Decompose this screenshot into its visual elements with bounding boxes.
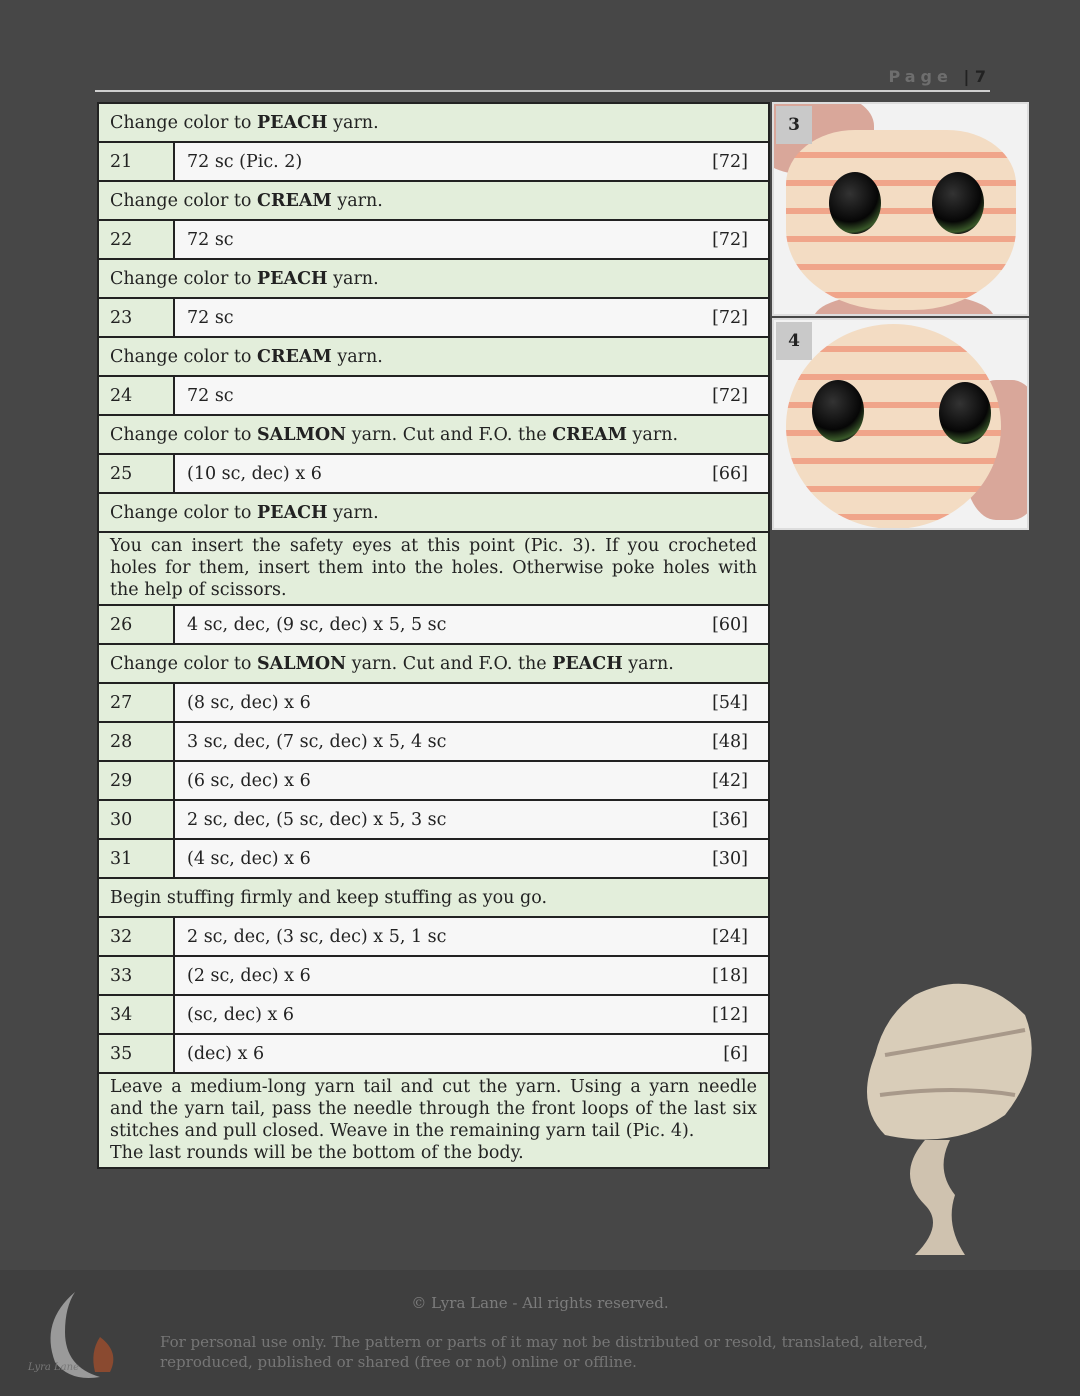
copyright-text: © Lyra Lane - All rights reserved. xyxy=(411,1294,669,1312)
stitch-count: [24] xyxy=(712,918,768,955)
round-instruction: 2 sc, dec, (5 sc, dec) x 5, 3 sc xyxy=(175,801,712,838)
round-row xyxy=(97,918,770,957)
stitch-count: [30] xyxy=(712,840,768,877)
stitch-count: [66] xyxy=(712,455,768,492)
stitch-count: [18] xyxy=(712,957,768,994)
stitch-count: [72] xyxy=(712,377,768,414)
stitch-count: [48] xyxy=(712,723,768,760)
page-word: Page xyxy=(888,67,953,86)
note-text: Leave a medium-long yarn tail and cut the yarn. Using a yarn needle and the yarn tail, pass the needle through the front loops of the last six stitches and pull closed. Weave in the remaining yarn tail (Pic. 4). The last rounds will be the bottom of the body. xyxy=(110,1077,757,1163)
round-row xyxy=(97,957,770,996)
yarn-color-name: SALMON xyxy=(257,653,347,674)
round-row xyxy=(97,377,770,416)
stitch-count: [60] xyxy=(712,606,768,643)
page-number-label: Page | 7 xyxy=(888,67,986,86)
round-instruction: 72 sc xyxy=(175,221,712,258)
round-number: 33 xyxy=(99,957,175,994)
note-text: Change color to xyxy=(110,502,258,523)
round-row xyxy=(97,221,770,260)
note-text: Change color to xyxy=(110,190,258,211)
logo-text: Lyra Lane xyxy=(28,1362,79,1373)
yarn-color-name: CREAM xyxy=(552,424,627,445)
note-text: Begin stuffing firmly and keep stuffing as you go. xyxy=(110,887,548,908)
yarn-color-name: SALMON xyxy=(257,424,347,445)
yarn-color-name: PEACH xyxy=(257,268,328,289)
photo-3 xyxy=(772,102,1029,316)
round-instruction: (2 sc, dec) x 6 xyxy=(175,957,712,994)
round-row xyxy=(97,1035,770,1074)
stitch-count: [12] xyxy=(712,996,768,1033)
round-instruction: (6 sc, dec) x 6 xyxy=(175,762,712,799)
stitch-count: [36] xyxy=(712,801,768,838)
photo-4 xyxy=(772,318,1029,530)
round-number: 27 xyxy=(99,684,175,721)
photo-label: 4 xyxy=(776,322,812,360)
note-row xyxy=(97,1074,770,1169)
round-number: 22 xyxy=(99,221,175,258)
round-number: 32 xyxy=(99,918,175,955)
note-row xyxy=(97,416,770,455)
note-text: You can insert the safety eyes at this point (Pic. 3). If you crocheted holes for them, insert them into the holes. Otherwise poke holes with the help of scissors. xyxy=(110,536,757,600)
round-row xyxy=(97,143,770,182)
stitch-count: [72] xyxy=(712,221,768,258)
round-number: 29 xyxy=(99,762,175,799)
round-instruction: 72 sc (Pic. 2) xyxy=(175,143,712,180)
note-text: yarn. xyxy=(327,502,379,523)
round-instruction: (4 sc, dec) x 6 xyxy=(175,840,712,877)
round-row xyxy=(97,762,770,801)
note-text: Change color to xyxy=(110,268,258,289)
stitch-count: [72] xyxy=(712,143,768,180)
yarn-color-name: PEACH xyxy=(552,653,623,674)
round-instruction: (dec) x 6 xyxy=(175,1035,723,1072)
note-row xyxy=(97,879,770,918)
round-number: 30 xyxy=(99,801,175,838)
round-number: 24 xyxy=(99,377,175,414)
note-text: Change color to xyxy=(110,653,258,674)
round-row xyxy=(97,723,770,762)
round-row xyxy=(97,684,770,723)
round-number: 21 xyxy=(99,143,175,180)
round-number: 31 xyxy=(99,840,175,877)
round-row xyxy=(97,840,770,879)
round-instruction: 2 sc, dec, (3 sc, dec) x 5, 1 sc xyxy=(175,918,712,955)
yarn-color-name: CREAM xyxy=(257,190,332,211)
round-row xyxy=(97,801,770,840)
note-text: yarn. Cut and F.O. the xyxy=(346,424,553,445)
stitch-count: [72] xyxy=(712,299,768,336)
footer xyxy=(0,1270,1080,1396)
stitch-count: [54] xyxy=(712,684,768,721)
round-instruction: 72 sc xyxy=(175,299,712,336)
legal-notice: For personal use only. The pattern or parts of it may not be distributed or resold, translated, altered, reproduced, published or shared (free or not) online or offline. xyxy=(160,1333,928,1371)
yarn-color-name: CREAM xyxy=(257,346,332,367)
round-row xyxy=(97,996,770,1035)
note-text: yarn. xyxy=(626,424,679,445)
round-instruction: (sc, dec) x 6 xyxy=(175,996,712,1033)
note-text: yarn. xyxy=(327,268,379,289)
note-row xyxy=(97,104,770,143)
round-number: 35 xyxy=(99,1035,175,1072)
note-text: yarn. xyxy=(622,653,674,674)
note-row xyxy=(97,494,770,533)
round-row xyxy=(97,606,770,645)
yarn-color-name: PEACH xyxy=(257,112,328,133)
note-text: Change color to xyxy=(110,346,258,367)
note-text: yarn. Cut and F.O. the xyxy=(346,653,553,674)
pattern-table xyxy=(97,102,770,1169)
round-instruction: 4 sc, dec, (9 sc, dec) x 5, 5 sc xyxy=(175,606,712,643)
note-row xyxy=(97,338,770,377)
round-instruction: 3 sc, dec, (7 sc, dec) x 5, 4 sc xyxy=(175,723,712,760)
note-text: Change color to xyxy=(110,112,258,133)
note-text: yarn. xyxy=(327,112,379,133)
yarn-color-name: PEACH xyxy=(257,502,328,523)
round-number: 28 xyxy=(99,723,175,760)
note-row xyxy=(97,645,770,684)
round-instruction: (10 sc, dec) x 6 xyxy=(175,455,712,492)
stitch-count: [6] xyxy=(723,1035,768,1072)
round-number: 34 xyxy=(99,996,175,1033)
round-number: 26 xyxy=(99,606,175,643)
note-row xyxy=(97,182,770,221)
note-row xyxy=(97,260,770,299)
round-instruction: 72 sc xyxy=(175,377,712,414)
round-row xyxy=(97,455,770,494)
photo-label: 3 xyxy=(776,106,812,144)
decorative-tree-illustration xyxy=(855,975,1045,1265)
note-text: yarn. xyxy=(331,190,383,211)
stitch-count: [42] xyxy=(712,762,768,799)
note-row xyxy=(97,533,770,606)
page-number: 7 xyxy=(974,67,986,86)
round-row xyxy=(97,299,770,338)
round-instruction: (8 sc, dec) x 6 xyxy=(175,684,712,721)
note-text: yarn. xyxy=(331,346,383,367)
note-text: Change color to xyxy=(110,424,258,445)
round-number: 25 xyxy=(99,455,175,492)
page-header xyxy=(95,66,990,92)
round-number: 23 xyxy=(99,299,175,336)
